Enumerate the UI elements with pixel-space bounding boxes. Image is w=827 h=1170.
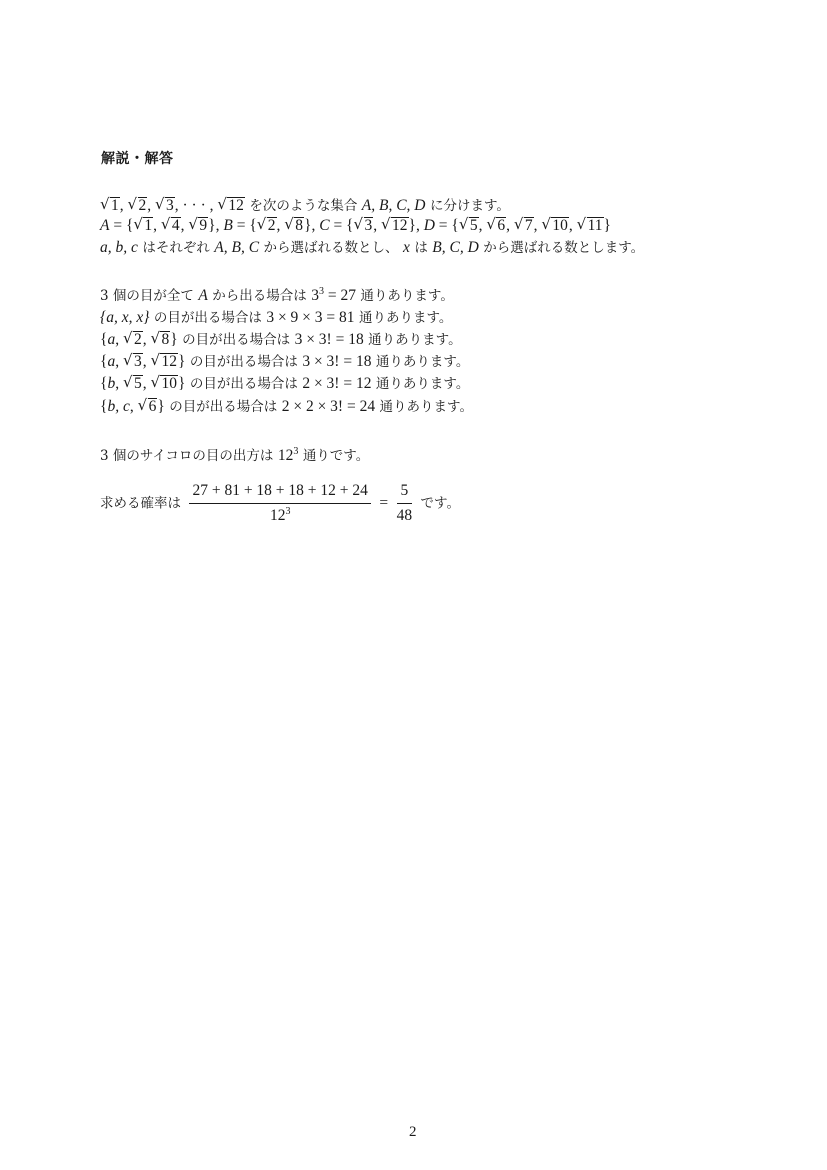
case-b-sqrt5-sqrt10: {b, √ 5, √ 10} の目が出る場合は 2 × 3! = 12 通りあります。 <box>100 374 469 394</box>
sqrt-1: √ 1 <box>101 196 120 216</box>
probability-fraction: $\frac{27 + 81 + 18 + 18 + 12 + 24}{12^3}$ <box>189 481 370 526</box>
case-all-A: 3 個の目が全て A から出る場合は $3^3 = 27$ 通りあります。 <box>100 286 454 304</box>
case-b-c-sqrt6: {b, c, √ 6} の目が出る場合は 2 × 2 × 3! = 24 通りあります。 <box>100 397 473 417</box>
case-axx: {a, x, x} の目が出る場合は 3 × 9 × 3 = 81 通りあります。 <box>100 309 453 326</box>
section-heading: 解説・解答 <box>101 151 174 167</box>
case-a-sqrt2-sqrt8: {a, √ 2, √ 8} の目が出る場合は 3 × 3! = 18 通りあります。 <box>100 330 462 350</box>
total-outcomes: 3 個のサイコロの目の出方は $12^3$ 通りです。 <box>100 446 370 464</box>
result-fraction: $\frac{5}{48}$ <box>396 482 413 524</box>
sqrt-12: √ 12 <box>218 196 245 216</box>
sqrt-2: √ 2 <box>129 196 148 216</box>
case-a-sqrt3-sqrt12: {a, √ 3, √ 12} の目が出る場合は 3 × 3! = 18 通りあります。 <box>100 352 469 372</box>
intro-line-1: √ 1, √ 2, √ 3, · · · , √ 12 を次のような集合 A, B, C, D に分けます。 <box>100 196 510 216</box>
intro-line-3: a, b, c はそれぞれ A, B, C から選ばれる数とし、 x は B, C, D から選ばれる数とします。 <box>100 239 645 256</box>
set-definitions: A = { √ 1, √ 4, √ 9}, B = { √ 2, √ 8}, C = { √ 3, √ 12}, D = { √ 5, √ 6, √ 7, √ 10, √ 11} <box>100 216 611 236</box>
answer-line: 求める確率は $\frac{27 + 81 + 18 + 18 + 12 + 24}{12^3}$ = $\frac{5}{48}$ です。 <box>100 482 460 524</box>
sqrt-3: √ 3 <box>156 196 175 216</box>
page-number: 2 <box>409 1124 417 1140</box>
